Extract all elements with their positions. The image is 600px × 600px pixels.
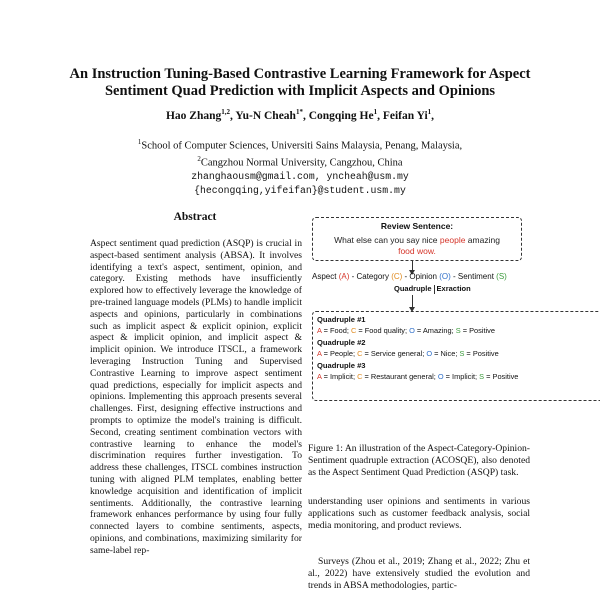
quadruple-values: A = Food; C = Food quality; O = Amazing; S = Positive (317, 326, 495, 335)
body-paragraph: understanding user opinions and sentiments in various applications such as customer feedback analysis, social media monitoring, and product reviews. (308, 496, 530, 531)
title-line-2: Sentiment Quad Prediction with Implicit Aspects and Opinions (104, 83, 496, 99)
review-aspect: people (439, 235, 466, 245)
affiliation-2: $^2$Cangzhou Normal University, Cangzhou, China (197, 155, 403, 169)
author-sup: 1* (295, 108, 303, 116)
author-sup: 1,2 (221, 108, 231, 116)
author-name: Feifan Yi (382, 109, 428, 122)
figure-caption: Figure 1: An illustration of the Aspect-Category-Opinion-Sentiment quadruple extraction (ACOSQE), also denoted as the Aspect Sentiment Quad Prediction (ASQP) task. (308, 443, 530, 478)
down-arrow-icon (412, 295, 413, 309)
quad-element-labels: Aspect (A) - Category (C) - Opinion (O) - Sentiment (S) (312, 272, 507, 281)
review-sentence-box (312, 217, 522, 261)
affiliations (40, 136, 560, 197)
abstract-text: Aspect sentiment quad prediction (ASQP) is crucial in aspect-based sentiment analysis (ABSA). It involves identifying a text's aspect, sentiment, opinion, and category. Existing methods have insufficiently explored how to effectively leverage the knowledge of pre-trained language models (PLMs) to handle implicit aspects and opinions, particularly in combinations such as implicit aspect & explicit opinion, explicit aspect & implicit opinion, and implicit aspect & implicit opinion. We introduce ITSCL, a framework leveraging Instruction Tuning and Supervised Contrastive Learning to improve aspect sentiment quad predictions, especially for implicit aspects and opinions. Implementing this approach presents several challenges. First, designing effective instructions and prompts to optimize the model's training is difficult. Second, creating sentiment combination vectors with contrastive learning to enhance the model's discrimination requires further investigation. To address these challenges, ITSCL combines instruction tuning with aligned PLM templates, enabling better knowledge acquisition and identification of implicit sentiments. Additionally, the contrastive learning framework enhances performance by using four fully connected layers to combine sentiments, aspects, opinions, and combinations, maximizing similarity for same-label rep- (90, 238, 302, 556)
title-line-1: An Instruction Tuning-Based Contrastive Learning Framework for Aspect (69, 66, 531, 82)
review-sentence: What else can you say nice people amazing food wow. (334, 235, 500, 256)
quadruple-values: A = People; C = Service general; O = Nice; S = Positive (317, 349, 499, 358)
quadruples-box (312, 311, 600, 401)
author-name: Yu-N Cheah (235, 109, 296, 122)
review-heading: Review Sentence: (380, 221, 454, 231)
quadruple-heading: Quadruple #1 (317, 315, 366, 324)
body-paragraph: Surveys (Zhou et al., 2019; Zhang et al., 2022; Zhu et al., 2022) have extensively studied the evolution and trends in ABSA methodologies, partic- (308, 556, 530, 591)
author-name: Congqing He (308, 109, 374, 122)
quadruple-values: A = Implicit; C = Restaurant general; O = Implicit; S = Positive (317, 372, 519, 381)
affiliation-1: $^1$School of Computer Sciences, Universiti Sains Malaysia, Penang, Malaysia, (137, 138, 463, 152)
abstract-heading: Abstract (173, 211, 217, 223)
email-line-1[interactable]: zhanghaousm@gmail.com, yncheah@usm.my (191, 171, 409, 182)
down-arrow-icon (412, 260, 413, 272)
quadruple-heading: Quadruple #2 (317, 338, 366, 347)
author-sup: 1 (373, 108, 378, 116)
figure-1 (308, 212, 600, 430)
author-list: Hao Zhang$^{1,2}$, Yu-N Cheah$^{1*}$, Congqing He$^1$, Feifan Yi$^1$, (165, 108, 435, 122)
review-opinion: food wow. (398, 246, 436, 256)
extraction-label: Quadruple Exraction (394, 284, 471, 293)
author-sup: 1 (427, 108, 432, 116)
author-name: Hao Zhang (165, 109, 222, 122)
quadruple-heading: Quadruple #3 (317, 361, 366, 370)
email-line-2[interactable]: {hecongqing,yifeifan}@student.usm.my (194, 184, 406, 196)
paper-title (40, 66, 560, 100)
